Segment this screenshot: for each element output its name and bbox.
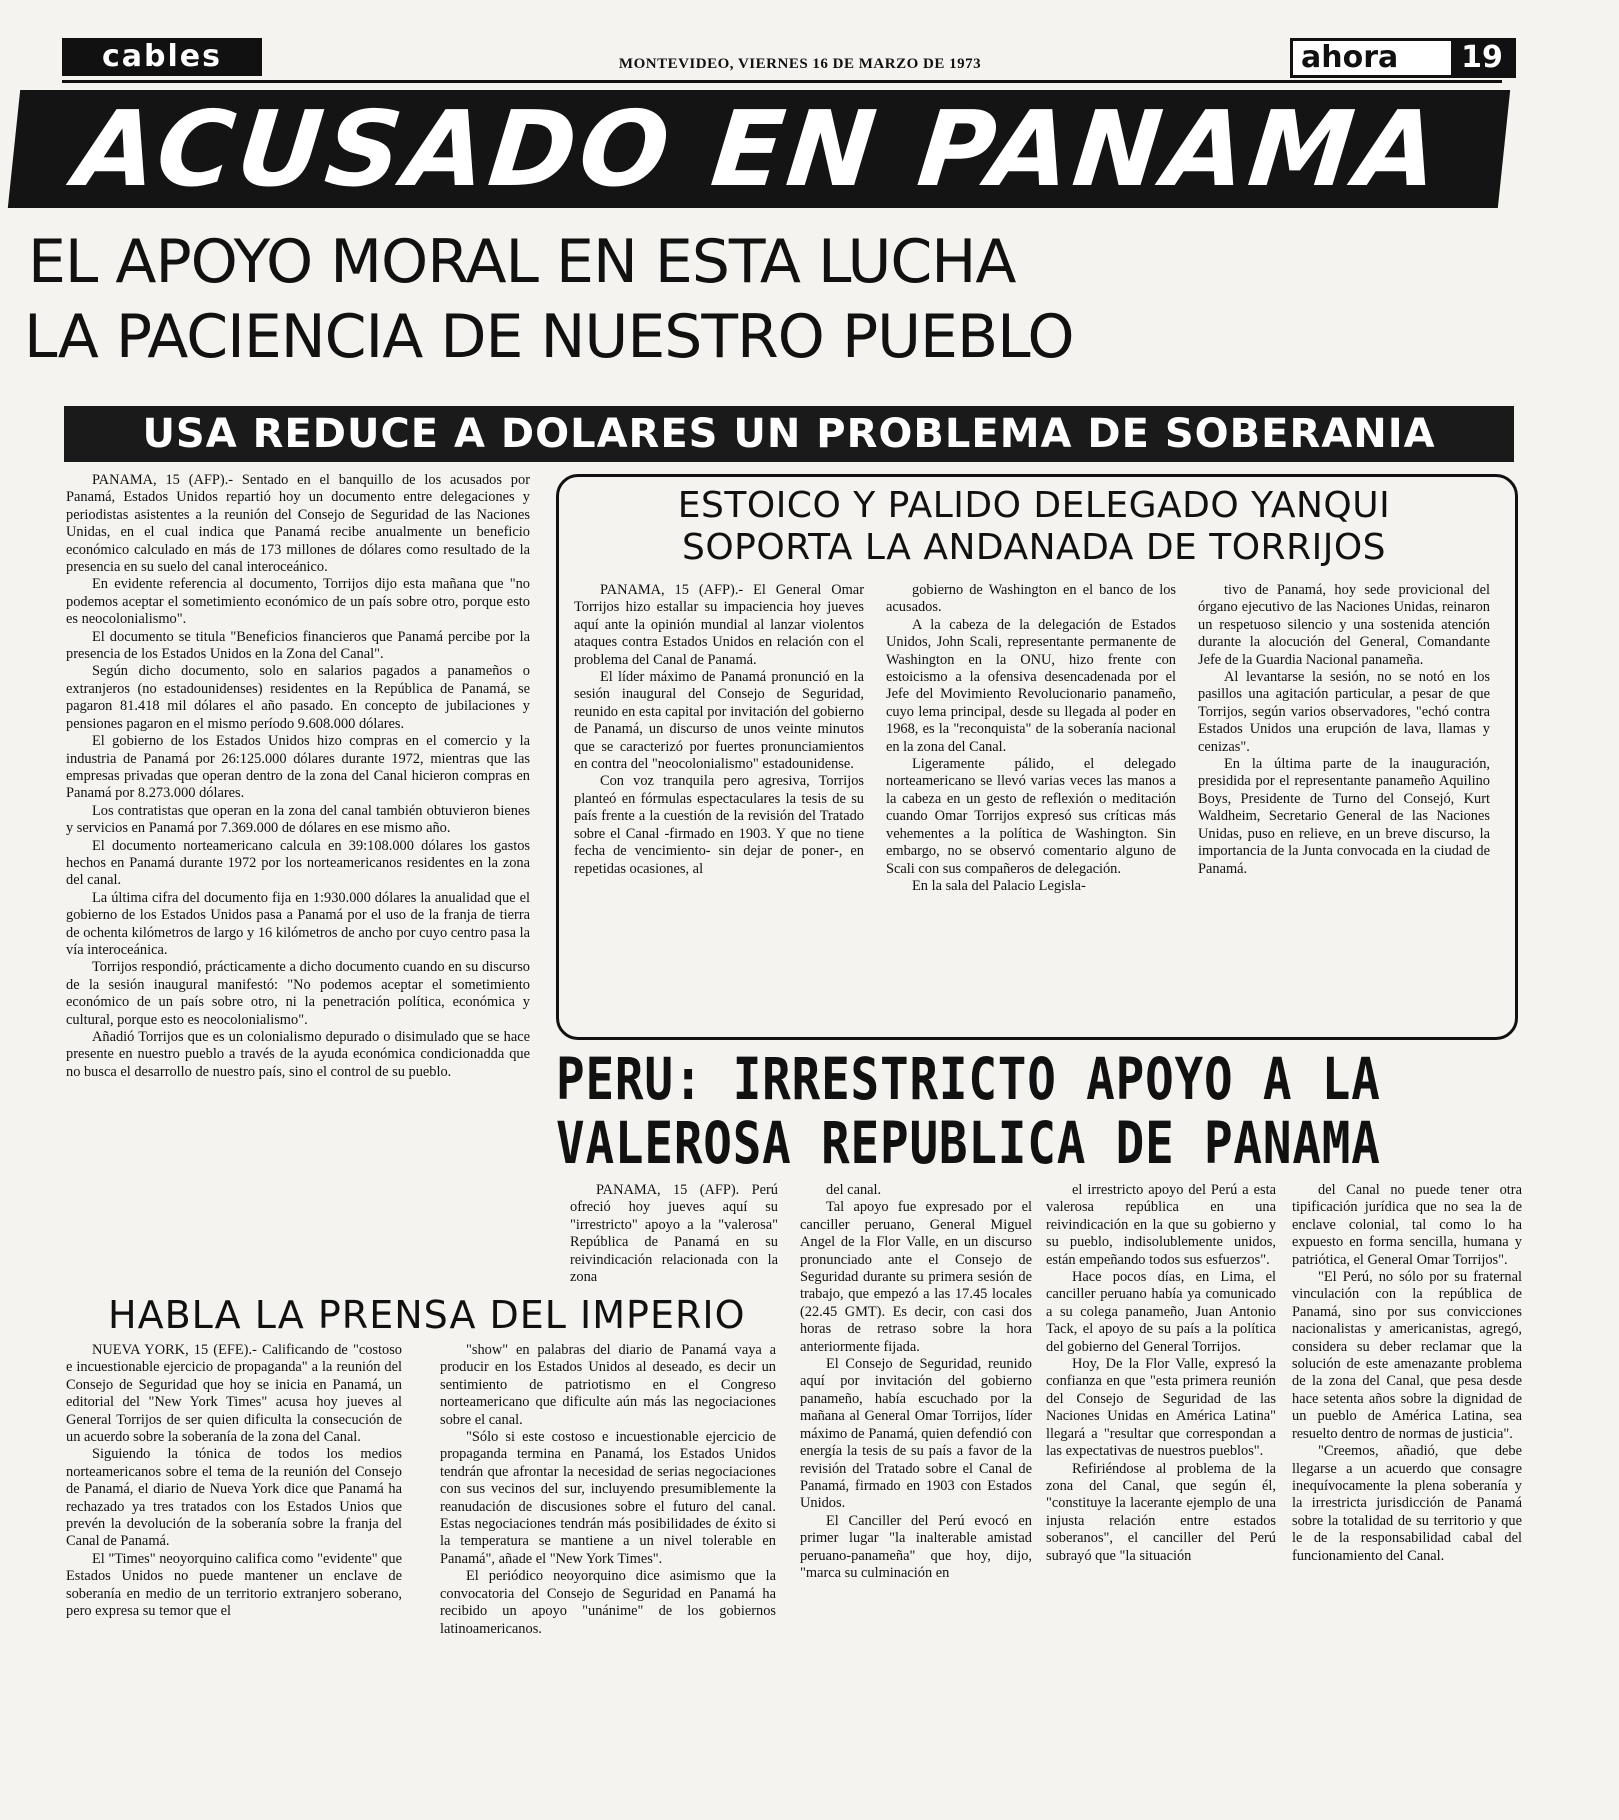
main-paragraph: Añadió Torrijos que es un colonialismo depurado o disimulado que se hace presente en nuestro pueblo a través de la ayuda económica condicionadda que no busca el desarrollo de nuestro país, sino el control de su pueblo. xyxy=(66,1029,530,1080)
main-article xyxy=(66,472,530,1282)
masthead-badge xyxy=(1290,38,1516,78)
habla-paragraph: Siguiendo la tónica de todos los medios norteamericanos sobre el tema de la reunión del Consejo de Panamá, el diario de Nueva York dice que Panamá ha rechazado ya tres tratados con los Estados Unios que prevén la devolución de la soberanía sobre la franja del Canal de Panamá. xyxy=(66,1446,402,1550)
subheadline-1: EL APOYO MORAL EN ESTA LUCHA xyxy=(28,227,1016,297)
peru-headline-2: VALEROSA REPUBLICA DE PANAMA xyxy=(556,1109,1381,1177)
main-paragraph: El documento se titula "Beneficios financieros que Panamá percibe por la presencia de los Estados Unidos en la Zona del Canal". xyxy=(66,628,530,663)
box-column-3 xyxy=(1198,582,1490,1022)
habla-column-1 xyxy=(66,1342,402,1794)
peru-paragraph: Hace pocos días, en Lima, el canciller peruano había ya comunicado a su colega panameño, Juan Antonio Tack, el apoyo de su país a la política del gobierno del General Torrijos. xyxy=(1046,1269,1276,1355)
peru-column-3 xyxy=(1046,1182,1276,1792)
peru-paragraph: El Canciller del Perú evocó en primer lugar "la inalterable amistad peruano-panameña" que hoy, dijo, "marca su culminación en xyxy=(800,1512,1032,1581)
peru-column-4 xyxy=(1292,1182,1522,1792)
main-paragraph: En evidente referencia al documento, Torrijos dijo esta mañana que "no podemos aceptar el sometimiento económico de un país sobre otro, porque esto es neocolonialismo". xyxy=(66,576,530,628)
box-paragraph: Al levantarse la sesión, no se notó en los pasillos una agitación particular, a pesar de que Torrijos, según varios observadores, "echó contra Estados Unidos una erupción de lava, llamas y cenizas". xyxy=(1198,669,1490,755)
box-column-1 xyxy=(574,582,864,1022)
box-paragraph: PANAMA, 15 (AFP).- El General Omar Torrijos hizo estallar su impaciencia hoy jueves aquí ante la opinión mundial al lanzar violentos ataques contra Estados Unidos en relación con el problema del Canal de Panamá. xyxy=(574,582,864,668)
main-paragraph: La última cifra del documento fija en 1:930.000 dólares la anualidad que el gobierno de los Estados Unidos pasa a Panamá por el uso de la franja de tierra de ochenta kilómetros de largo y 16 kilómetros de ancho por cuyo centro pasa la vía interoceánica. xyxy=(66,889,530,958)
peru-column-2 xyxy=(800,1182,1032,1792)
banner-headline: ACUSADO EN PANAMA xyxy=(8,90,1510,208)
habla-paragraph: NUEVA YORK, 15 (EFE).- Calificando de "costoso e incuestionable ejercicio de propaganda" a la reunión del Consejo de Seguridad que hoy se inicia en Panamá, un editorial del "New York Times" acusa hoy jueves al General Torrijos de ser quien dificulta la consecución de un acuerdo sobre la soberanía de la zona del Canal. xyxy=(66,1342,402,1446)
paper-name: ahora xyxy=(1301,40,1399,75)
main-paragraph: El documento norteamericano calcula en 39:108.000 dólares los gastos hechos en Panamá durante 1972 por los norteamericanos residentes en la zona del canal. xyxy=(66,837,530,889)
habla-paragraph: "show" en palabras del diario de Panamá vaya a producir en los Estados Unidos al deseado, es decir un sentimiento de patriotismo en el Congreso norteamericano que dificulte aún más las negociaciones sobre el canal. xyxy=(440,1342,776,1428)
section-label: cables xyxy=(62,38,262,76)
peru-paragraph: "El Perú, no sólo por su fraternal vinculación con la república de Panamá, sino por sus convicciones nacionalistas y americanistas, agregó, considera su deber reclamar que la solución de este amenazante problema de la zona del Canal, que pesa desde hace setenta años sobre la dignidad de un pueblo de América Latina, sea resuelto dentro de normas de justicia". xyxy=(1292,1269,1522,1442)
main-paragraph: PANAMA, 15 (AFP).- Sentado en el banquillo de los acusados por Panamá, Estados Unidos repartió hoy un documento entre delegaciones y periodistas asistentes a la reunión del Consejo de Seguridad de las Naciones Unidas, en el cual indica que Panamá recibe anualmente un beneficio económico calculado en más de 173 millones de dólares como resultado de la presencia en su suelo del canal interoceánico. xyxy=(66,472,530,576)
peru-column-1 xyxy=(570,1182,778,1302)
box-paragraph: Con voz tranquila pero agresiva, Torrijos planteó en fórmulas espectaculares la tesis de su país frente a la cuestión de la revisión del Tratado sobre el Canal -firmado en 1903. Y que no tiene fecha de vencimiento- sin dejar de poner-, en repetidas ocasiones, al xyxy=(574,773,864,877)
main-paragraph: Según dicho documento, solo en salarios pagados a panameños o extranjeros (no estadounidenses) residentes en la República de Panamá, se pagaron 81.418 mil dólares el año pasado. En concepto de jubilaciones y pensiones pagaron en el mismo período 9.608.000 dólares. xyxy=(66,663,530,732)
habla-column-2 xyxy=(440,1342,776,1794)
peru-paragraph: Refiriéndose al problema de la zona del Canal, que según él, "constituye la lacerante ejemplo de una injusta relación entre estados soberanos", el canciller del Perú subrayó que "la situación xyxy=(1046,1460,1276,1564)
peru-headline-1: PERU: IRRESTRICTO APOYO A LA xyxy=(556,1045,1381,1113)
dateline: MONTEVIDEO, VIERNES 16 DE MARZO DE 1973 xyxy=(618,56,982,72)
box-paragraph: En la última parte de la inauguración, presidida por el representante panameño Aquilino Boys, Presidente de Turno del Consejó, Kurt Waldheim, Secretario General de las Naciones Unidas, puso en relieve, en un breve discurso, la importancia de la Junta convocada en la ciudad de Panamá. xyxy=(1198,756,1490,877)
box-paragraph: El líder máximo de Panamá pronunció en la sesión inaugural del Consejo de Seguridad, reunido en esta capital por invitación del gobierno de Panamá, un discurso de unos veinte minutos que se caracterizó por fuertes pronunciamientos en contra del "neocolonialismo" estadounidense. xyxy=(574,669,864,773)
section-headline-bar: USA REDUCE A DOLARES UN PROBLEMA DE SOBERANIA xyxy=(64,406,1514,462)
box-paragraph: gobierno de Washington en el banco de los acusados. xyxy=(886,582,1176,616)
peru-paragraph: "Creemos, añadió, que debe llegarse a un acuerdo que consagre inequívocamente la plena soberanía y la irrestricta jurisdicción de Panamá sobre la totalidad de su territorio y que le de la responsabilidad cabal del funcionamiento del Canal. xyxy=(1292,1443,1522,1564)
box-paragraph: A la cabeza de la delegación de Estados Unidos, John Scali, representante permanente de Washington en la ONU, hizo frente con estoicismo a la ofensiva desencadenada por el Jefe del Movimiento Revolucionario panameño, cuyo lema principal, desde su llegada al poder en 1968, es la "reconquista" de la soberanía nacional en la zona del Canal. xyxy=(886,616,1176,755)
box-headline-1: ESTOICO Y PALIDO DELEGADO YANQUI xyxy=(677,485,1391,526)
main-paragraph: El gobierno de los Estados Unidos hizo compras en el comercio y la industria de Panamá por 26:125.000 dólares durante 1972, mientras que las empresas privadas que operan dentro de la zona del Canal hicieron compras en Panamá por 8.273.000 dólares. xyxy=(66,733,530,802)
peru-paragraph: Tal apoyo fue expresado por el canciller peruano, General Miguel Angel de la Flor Valle, en un discurso pronunciado ante el Consejo de Seguridad durante su primera sesión de trabajo, que empezó a las 17.45 locales (22.45 GMT). Es decir, con casi dos horas de retraso sobre la hora anteriormente fijada. xyxy=(800,1199,1032,1355)
peru-paragraph: PANAMA, 15 (AFP). Perú ofreció hoy jueves aquí su "irrestricto" apoyo a la "valerosa" República de Panamá en su reivindicación relacionada con la zona xyxy=(570,1182,778,1286)
box-column-2 xyxy=(886,582,1176,1022)
header-rule xyxy=(62,80,1502,83)
habla-paragraph: El "Times" neoyorquino califica como "evidente" que Estados Unidos no puede mantener un enclave de soberanía en medio de un territorio extranjero soberano, pero expresa su temor que el xyxy=(66,1550,402,1620)
peru-paragraph: el irrestricto apoyo del Perú a esta valerosa república en una reivindicación en la que su gobierno y su pueblo, indisolublemente unidos, están empeñando todos sus esfuerzos". xyxy=(1046,1182,1276,1268)
peru-paragraph: del Canal no puede tener otra tipificación jurídica que no sea la de enclave colonial, tal como lo ha expuesto en forma sencilla, humana y patriótica, el General Omar Torrijos". xyxy=(1292,1182,1522,1268)
box-paragraph: Ligeramente pálido, el delegado norteamericano se llevó varias veces las manos a la cabeza en un gesto de reflexión o meditación cuando Omar Torrijos expresó sus críticas más vehementes a la política de Washington. Sin embargo, no se observó comentario alguno de Scali con sus compañeros de delegación. xyxy=(886,756,1176,877)
peru-paragraph: Hoy, De la Flor Valle, expresó la confianza en que "esta primera reunión del Consejo de Seguridad de las Naciones Unidas en América Latina" llegará a "resultar que correspondan a las expectativas de nuestros pueblos". xyxy=(1046,1356,1276,1460)
main-paragraph: Los contratistas que operan en la zona del canal también obtuvieron bienes y servicios en Panamá por 7.369.000 de dólares en ese mismo año. xyxy=(66,802,530,837)
page-number: 19 xyxy=(1451,41,1513,75)
box-paragraph: tivo de Panamá, hoy sede provicional del órgano ejecutivo de las Naciones Unidas, reinaron un respetuoso silencio y una sostenida atención durante la alocución del General, Comandante Jefe de la Guardia Nacional panameña. xyxy=(1198,582,1490,668)
habla-paragraph: El periódico neoyorquino dice asimismo que la convocatoria del Consejo de Seguridad en Panamá ha recibido un apoyo "unánime" de los gobiernos latinoamericanos. xyxy=(440,1568,776,1637)
peru-paragraph: El Consejo de Seguridad, reunido aquí por invitación del gobierno panameño, había escuchado por la mañana al General Omar Torrijos, líder máximo de Panamá, quien defendió con energía la tesis de su país a favor de la revisión del Tratado sobre el Canal de Panamá, firmado en 1903 con Estados Unidos. xyxy=(800,1356,1032,1512)
habla-headline: HABLA LA PRENSA DEL IMPERIO xyxy=(108,1293,746,1337)
main-paragraph: Torrijos respondió, prácticamente a dicho documento cuando en su discurso de la sesión inaugural manifestó: "No podemos aceptar el sometimiento económico de un país sobre otro, ni la penetración política, económica y cultural, porque esto es neocolonialismo". xyxy=(66,959,530,1028)
habla-paragraph: "Sólo si este costoso e incuestionable ejercicio de propaganda termina en Panamá, los Estados Unidos tendrán que afrontar la necesidad de serias negociaciones con sus vecinos del sur, incluyendo presumiblemente la reanudación de discusiones sobre el futuro del canal. Estas negociaciones tendrán más posibilidades de éxito si la temperatura se mantiene a un nivel tolerable en Panamá", añade el "New York Times". xyxy=(440,1429,776,1567)
peru-paragraph: del canal. xyxy=(826,1182,882,1198)
subheadline-2: LA PACIENCIA DE NUESTRO PUEBLO xyxy=(24,302,1074,372)
box-paragraph: En la sala del Palacio Legisla- xyxy=(912,877,1086,894)
box-headline-2: SOPORTA LA ANDANADA DE TORRIJOS xyxy=(681,527,1387,568)
